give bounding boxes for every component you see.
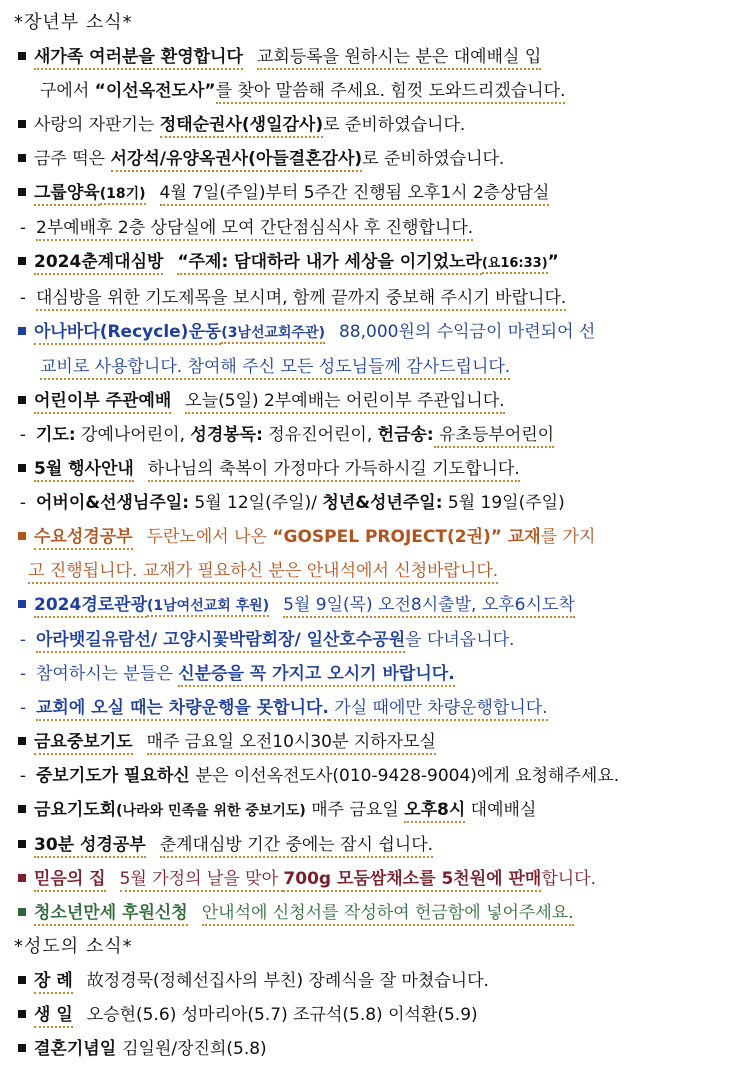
notice-title: 30분 성경공부 (34, 835, 146, 858)
notice-title: 믿음의 집 (34, 869, 106, 892)
label: 헌금송: (377, 425, 434, 445)
square-bullet-icon (18, 840, 26, 848)
square-bullet-icon (18, 908, 26, 916)
notice-text: 5월 가정의 날을 맞아 (120, 869, 284, 892)
notice-text: 을 다녀옵니다. (405, 630, 515, 650)
notice-thirty-min-bible (14, 828, 732, 862)
notice-text: 2부예배후 2층 상담실에 모여 간단점심식사 후 진행합니다. (36, 218, 473, 241)
dash-icon: - (19, 698, 27, 718)
notice-text: 강예나어린이, (75, 425, 191, 445)
label: 어버이&선생님주일: (36, 493, 189, 513)
notice-text: 고 진행됩니다. 교재가 필요하신 분은 안내석에서 신청바랍니다. (28, 561, 498, 584)
notice-title: 청소년만세 후원신청 (34, 903, 188, 926)
square-bullet-icon (18, 874, 26, 882)
dash-icon: - (19, 630, 27, 650)
notice-title: 5월 행사안내 (34, 459, 134, 482)
square-bullet-icon (18, 805, 26, 813)
notice-highlight: 교회에 오실 때는 차량운행을 못합니다. (36, 698, 329, 721)
notice-highlight: “GOSPEL PROJECT(2권)” (272, 527, 502, 547)
notice-text: 5월 19일(주일) (442, 493, 565, 513)
notice-title: 금요중보기도 (34, 732, 133, 755)
member-funeral (14, 964, 732, 998)
notice-may-events-sub (14, 486, 732, 520)
notice-text: 금주 떡은 (34, 149, 111, 169)
notice-house-of-faith (14, 862, 732, 896)
notice-highlight: 서강석/유양옥권사(아들결혼감사) (111, 149, 363, 172)
square-bullet-icon (18, 154, 26, 162)
notice-senior-tour-id (14, 657, 732, 691)
notice-friday-intercession-sub (14, 759, 732, 793)
notice-text: 故정경묵(정혜선집사의 부친) 장례식을 잘 마쳤습니다. (86, 971, 489, 991)
notice-youth-support (14, 896, 732, 930)
notice-text: 김일원/장진희(5.8) (122, 1039, 267, 1059)
dash-icon: - (19, 664, 27, 684)
square-bullet-icon (18, 120, 26, 128)
dash-icon: - (19, 218, 27, 238)
notice-theme-close: ” (547, 252, 559, 272)
notice-text: 로 준비하였습니다. (323, 115, 466, 135)
notice-welcome-cont (14, 74, 732, 108)
notice-title: 2024경로관광 (34, 595, 147, 618)
notice-senior-tour-car (14, 691, 732, 725)
notice-title-sub: (나라와 민족을 위한 중보기도) (116, 803, 306, 819)
notice-title: 수요성경공부 (34, 527, 133, 550)
notice-vending (14, 108, 732, 142)
notice-highlight: 700g 모둠쌈채소를 5천원에 판매 (283, 869, 541, 892)
notice-text: 분은 이선옥전도사(010-9428-9004)에게 요청해주세요. (195, 766, 620, 786)
notice-highlight: 아라뱃길유람선/ 고양시꽃박람회장/ 일산호수공원 (36, 630, 405, 653)
notice-senior-tour (14, 588, 732, 623)
square-bullet-icon (18, 976, 26, 984)
notice-title: 생 일 (34, 1005, 73, 1028)
label: 중보기도가 필요하신 (36, 766, 196, 786)
notice-highlight: 신분증을 꼭 가지고 오시기 바랍니다. (178, 664, 454, 687)
notice-verse: (요16:33) (482, 256, 548, 274)
square-bullet-icon (18, 327, 26, 335)
notice-text: 교비로 사용합니다. 참여해 주신 모든 성도님들께 감사드립니다. (40, 357, 510, 380)
notice-title: 새가족 여러분을 환영합니다 (34, 47, 243, 70)
notice-text: 합니다. (541, 869, 596, 889)
notice-text: 5월 9일(목) 오전8시출발, 오후6시도착 (283, 595, 575, 618)
notice-host: (1남여선교회 후원) (147, 598, 269, 617)
notice-title: 금요기도회 (34, 800, 117, 820)
notice-text: 가실 때에만 차량운행합니다. (329, 698, 548, 721)
notice-anabada-cont (14, 350, 732, 384)
dash-icon: - (19, 425, 27, 445)
label: 성경봉독: (190, 425, 263, 445)
member-birthday (14, 998, 732, 1032)
notice-text: 5월 12일(주일)/ (189, 493, 323, 513)
label: 청년&성년주일: (322, 493, 443, 513)
notice-text: 를 찾아 말씀해 주세요. 힘껏 도와드리겠습니다. (216, 81, 566, 104)
notice-text: 참여하시는 분들은 (36, 664, 179, 684)
notice-title-sub: (18기) (100, 186, 146, 205)
notice-may-events (14, 452, 732, 486)
dash-icon: - (19, 766, 27, 786)
notice-wednesday-bible (14, 520, 732, 554)
notice-title: 장 례 (34, 971, 73, 994)
notice-group-nurture-sub (14, 211, 732, 245)
notice-revival-visit-sub (14, 281, 732, 315)
notice-senior-tour-places (14, 623, 732, 657)
notice-welcome (14, 40, 732, 74)
square-bullet-icon (18, 257, 26, 265)
square-bullet-icon (18, 464, 26, 472)
notice-highlight: 교재 (501, 527, 541, 547)
notice-title: 아나바다(Recycle)운동 (34, 322, 221, 345)
notice-highlight: 오후8시 (404, 800, 465, 823)
notice-title: 결혼기념일 (34, 1039, 117, 1059)
notice-highlight: 정태순권사(생일감사) (160, 115, 323, 138)
square-bullet-icon (18, 188, 26, 196)
notice-title: 어린이부 주관예배 (34, 391, 171, 414)
notice-kids-worship-sub (14, 418, 732, 452)
notice-group-nurture (14, 176, 732, 211)
notice-kids-worship (14, 384, 732, 418)
dash-icon: - (19, 288, 27, 308)
notice-text: 유초등부어린이 (434, 425, 554, 448)
dash-icon: - (19, 493, 27, 513)
notice-text: 오승현(5.6) 성마리아(5.7) 조규석(5.8) 이석환(5.9) (86, 1005, 478, 1025)
square-bullet-icon (18, 1044, 26, 1052)
notice-host: (3남선교회주관) (221, 325, 325, 344)
notice-title: 그룹양육 (34, 183, 100, 206)
square-bullet-icon (18, 396, 26, 404)
notice-text: 오늘(5일) 2부예배는 어린이부 주관입니다. (185, 391, 504, 414)
square-bullet-icon (18, 532, 26, 540)
label: 기도: (36, 425, 76, 445)
notice-text: 춘계대심방 기간 중에는 잠시 쉽니다. (160, 835, 433, 858)
notice-text: 대심방을 위한 기도제목을 보시며, 함께 끝까지 중보해 주시기 바랍니다. (36, 288, 566, 311)
notice-title: 2024춘계대심방 (34, 252, 163, 275)
notice-text: 안내석에 신청서를 작성하여 헌금함에 넣어주세요. (202, 903, 574, 926)
notice-text: 정유진어린이, (262, 425, 378, 445)
square-bullet-icon (18, 737, 26, 745)
square-bullet-icon (18, 1010, 26, 1018)
section-title-member-news: *성도의 소식* (14, 936, 133, 957)
square-bullet-icon (18, 600, 26, 608)
notice-text: 대예배실 (465, 800, 537, 820)
square-bullet-icon (18, 52, 26, 60)
notice-friday-prayer (14, 793, 732, 828)
member-anniversary (14, 1032, 732, 1066)
notice-text: 사랑의 자판기는 (34, 115, 160, 135)
notice-highlight: “이선옥전도사” (94, 81, 216, 101)
notice-wednesday-bible-cont (14, 554, 732, 588)
notice-text: 88,000원의 수익금이 마련되어 선 (338, 322, 596, 342)
notice-text: 를 가지 (540, 527, 596, 547)
notice-text: 매주 금요일 (305, 800, 405, 820)
notice-text: 하나님의 축복이 가정마다 가득하시길 기도합니다. (148, 459, 520, 482)
notice-text: 로 준비하였습니다. (362, 149, 505, 169)
notice-anabada (14, 315, 732, 350)
notice-text: 교회등록을 원하시는 분은 대예배실 입 (257, 47, 541, 70)
notice-revival-visit (14, 245, 732, 281)
notice-rice-cake (14, 142, 732, 176)
notice-theme: “주제: 담대하라 내가 세상을 이기었노라 (177, 252, 481, 275)
notice-text: 4월 7일(주일)부터 5주간 진행됨 오후1시 2층상담실 (160, 183, 550, 206)
section-title-church-news: *장년부 소식* (14, 12, 133, 33)
notice-text: 두란노에서 나온 (146, 527, 273, 547)
notice-text: 매주 금요일 오전10시30분 지하자모실 (147, 732, 436, 755)
notice-text: 구에서 (40, 81, 95, 101)
notice-friday-intercession (14, 725, 732, 759)
